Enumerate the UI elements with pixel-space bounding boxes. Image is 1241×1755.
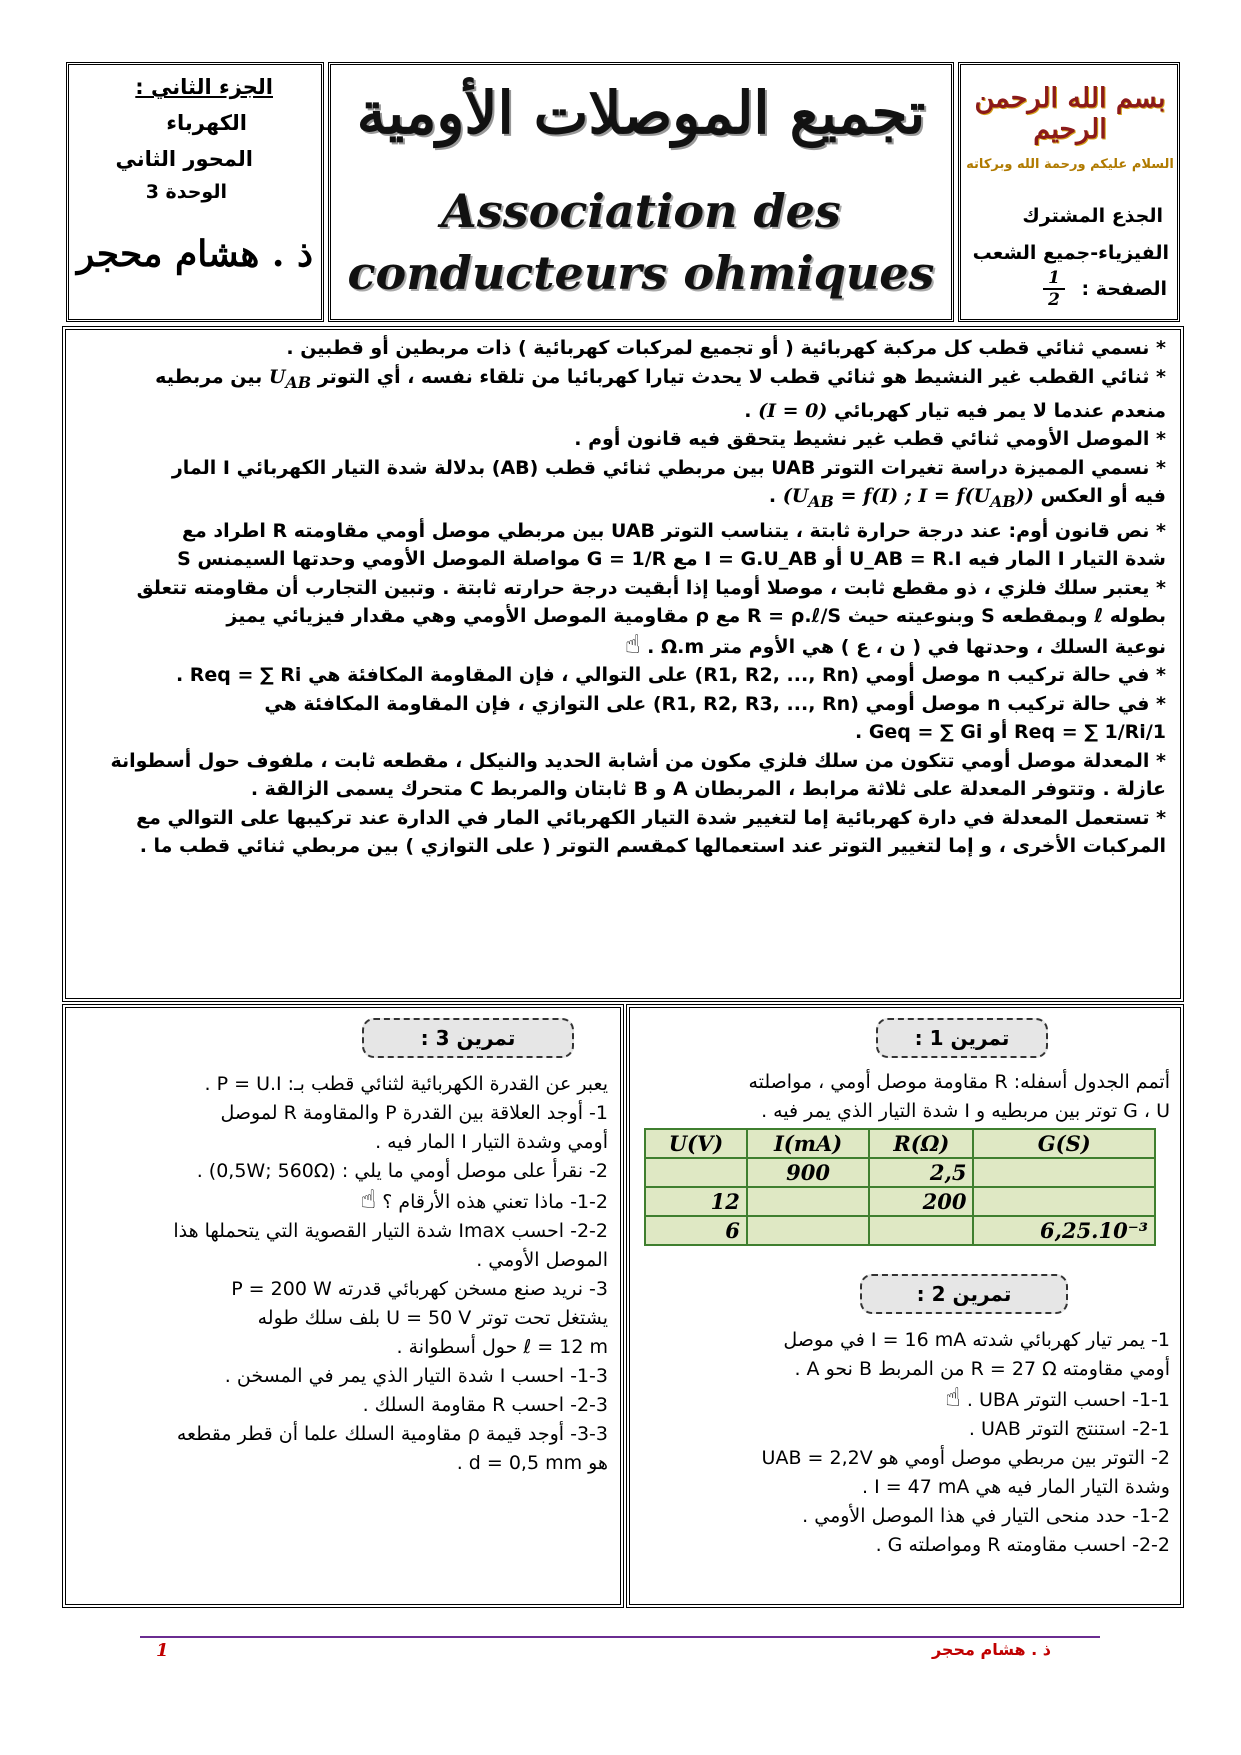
exercise-2-line: 2-2- احسب مقاومته R ومواصلته G . bbox=[875, 1534, 1170, 1556]
title-french-1: Association des bbox=[441, 184, 841, 238]
exercises-right-panel bbox=[626, 1004, 1184, 1608]
exercise-3-text: 1-2- ماذا تعني هذه الأرقام ؟ bbox=[382, 1191, 608, 1213]
exercise-2-line: 2-1- استنتج التوتر UAB . bbox=[968, 1418, 1170, 1440]
exercise-3-title: تمرين 3 : bbox=[362, 1018, 574, 1058]
i-zero: (I = 0) bbox=[758, 399, 828, 422]
summary-line bbox=[76, 631, 1166, 662]
exercise-3-line: 2-3- احسب R مقاومة السلك . bbox=[362, 1394, 608, 1416]
table-header-row bbox=[645, 1129, 1155, 1158]
table-cell bbox=[747, 1187, 869, 1216]
table-cell bbox=[869, 1216, 973, 1245]
exercise-3-line: 3- نريد صنع مسخن كهربائي قدرته P = 200 W bbox=[231, 1278, 608, 1300]
exercise-3-line bbox=[76, 1186, 608, 1217]
header-right-cell bbox=[958, 62, 1180, 322]
page-denominator: 2 bbox=[1048, 290, 1060, 310]
exercise-2-line: 1-2- حدد منحى التيار في هذا الموصل الأومي . bbox=[802, 1505, 1170, 1527]
table-row bbox=[645, 1187, 1155, 1216]
summary-text: منعدم عندما لا يمر فيه تيار كهربائي bbox=[834, 399, 1166, 422]
exercise-3-line: يعبر عن القدرة الكهربائية لثنائي قطب بـ: P = U.I . bbox=[204, 1073, 608, 1095]
exercise-3-line: 2- نقرأ على موصل أومي ما يلي : (0,5W; 560Ω) . bbox=[196, 1160, 608, 1182]
exercise-1-title: تمرين 1 : bbox=[876, 1018, 1048, 1058]
subject-label: الفيزياء-جميع الشعب bbox=[972, 242, 1169, 264]
characteristic-formula: ($U_{AB} = f(I)$ ; $I = f(U_{AB})$) bbox=[782, 485, 1034, 512]
summary-line: عازلة . وتتوفر المعدلة على ثلاثة مرابط ، المربطان A و B ثابتان والمربط C متحرك يسمى الزالقة . bbox=[250, 778, 1166, 801]
course-summary bbox=[62, 326, 1184, 1002]
summary-line bbox=[76, 363, 1166, 397]
part-label: الجزء الثاني : bbox=[135, 75, 273, 99]
salam-text: السلام عليكم ورحمة الله وبركاته bbox=[966, 157, 1174, 172]
table-cell: 900 bbox=[747, 1158, 869, 1187]
exercise-3-line: هو d = 0,5 mm . bbox=[456, 1452, 608, 1474]
exercise-3-line: 1-3- احسب I شدة التيار الذي يمر في المسخن . bbox=[224, 1365, 608, 1387]
exercise-2-line: أومي مقاومته R = 27 Ω من المربط B نحو A . bbox=[794, 1358, 1170, 1380]
hand-pointer-icon: ☝ bbox=[624, 629, 641, 660]
exercise-1-line: أتمم الجدول أسفله: R مقاومة موصل أومي ، مواصلته bbox=[748, 1071, 1170, 1093]
summary-line: المركبات الأخرى ، و إما لتغيير التوتر عند استعمالها كمقسم التوتر ( على التوازي ) بين مربطي ثنائي قطب ما . bbox=[139, 835, 1166, 858]
exercise-1-line: G ، U توتر بين مربطيه و I شدة التيار الذي يمر فيه . bbox=[761, 1100, 1170, 1122]
summary-line: بطوله ℓ وبمقطعه S وبنوعيته حيث R = ρ.ℓ/S مع ρ مقاومية الموصل الأومي وهي مقدار فيزيائي يميز bbox=[226, 605, 1166, 628]
summary-text: * ثنائي القطب غير النشيط هو ثنائي قطب لا يحدث تيارا كهربائيا من تلقاء نفسه ، أي التوتر bbox=[317, 365, 1166, 388]
domain-label: الكهرباء bbox=[166, 111, 247, 135]
bismillah-calligraphy: بسم الله الرحمن الرحيم bbox=[974, 83, 1166, 145]
title-arabic: تجميع الموصلات الأومية bbox=[356, 79, 926, 147]
exercise-2-line: 2- التوتر بين مربطي موصل أومي هو UAB = 2,2V bbox=[761, 1447, 1170, 1469]
exercise-1-body bbox=[640, 1068, 1170, 1126]
header-title-cell bbox=[328, 62, 954, 322]
exercise-3-line: الموصل الأومي . bbox=[476, 1249, 608, 1271]
exercise-3-line: أومي وشدة التيار I المار فيه . bbox=[375, 1131, 608, 1153]
table-cell: 2,5 bbox=[869, 1158, 973, 1187]
exercise-2-text: 1-1- احسب التوتر UBA . bbox=[966, 1389, 1170, 1411]
table-cell bbox=[747, 1216, 869, 1245]
summary-line: * نسمي ثنائي قطب كل مركبة كهربائية ( أو تجميع لمركبات كهربائية ) ذات مربطين أو قطبين . bbox=[286, 337, 1166, 359]
table-cell: 6 bbox=[645, 1216, 747, 1245]
table-cell: 12 bbox=[645, 1187, 747, 1216]
footer-rule bbox=[140, 1636, 1100, 1638]
table-header-cell: I(mA) bbox=[747, 1129, 869, 1158]
level-label: الجذع المشترك bbox=[1022, 205, 1163, 227]
exercise-3-line: 2-2- احسب Imax شدة التيار القصوية التي يتحملها هذا bbox=[173, 1220, 608, 1242]
exercise-2-body bbox=[636, 1326, 1170, 1560]
exercise-2-line: وشدة التيار المار فيه هي I = 47 mA . bbox=[861, 1476, 1170, 1498]
footer-page-number: 1 bbox=[156, 1640, 169, 1661]
summary-line: شدة التيار I المار فيه U_AB = R.I أو I = G.U_AB مع G = 1/R مواصلة الموصل الأومي وحدتها السيمنس S bbox=[177, 548, 1166, 571]
exercise-1-table bbox=[644, 1128, 1156, 1246]
table-header-cell: U(V) bbox=[645, 1129, 747, 1158]
summary-line: منعدم عندما لا يمر فيه تيار كهربائي (I = 0) . bbox=[76, 397, 1166, 426]
summary-line: * في حالة تركيب n موصل أومي (R1, R2, R3, ..., Rn) على التوازي ، فإن المقاومة المكافئة هي bbox=[264, 692, 1166, 715]
exercise-2-title: تمرين 2 : bbox=[860, 1274, 1068, 1314]
header-left-cell bbox=[66, 62, 324, 322]
table-header-cell: R(Ω) bbox=[869, 1129, 973, 1158]
summary-line: * تستعمل المعدلة في دارة كهربائية إما لتغيير شدة التيار الكهربائي المار في الدارة عند تركيبها على التوالي مع bbox=[136, 806, 1166, 829]
exercise-3-line: 1- أوجد العلاقة بين القدرة P والمقاومة R لموصل bbox=[220, 1102, 608, 1124]
axis-label: المحور الثاني bbox=[115, 147, 253, 171]
exercise-3-line: 3-3- أوجد قيمة ρ مقاومية السلك علما أن قطر مقطعه bbox=[176, 1423, 608, 1445]
table-cell: 200 bbox=[869, 1187, 973, 1216]
summary-line: * يعتبر سلك فلزي ، ذو مقطع ثابت ، موصلا أوميا إذا أبقيت درجة حرارته ثابتة . وتبين التجارب أن مقاومته تتعلق bbox=[136, 576, 1166, 599]
hand-pointer-icon: ☝ bbox=[945, 1383, 961, 1413]
summary-line: * نسمي المميزة دراسة تغيرات التوتر UAB بين مربطي ثنائي قطب (AB) بدلالة شدة التيار الكهربائي I المار bbox=[171, 456, 1166, 479]
footer-teacher: ذ . هشام محجر bbox=[931, 1640, 1051, 1659]
hand-pointer-icon: ☝ bbox=[360, 1185, 377, 1215]
summary-line: * الموصل الأومي ثنائي قطب غير نشيط يتحقق فيه قانون أوم . bbox=[574, 428, 1166, 451]
summary-line: * في حالة تركيب n موصل أومي (R1, R2, ..., Rn) على التوالي ، فإن المقاومة المكافئة هي Req = ∑ Ri . bbox=[175, 664, 1166, 687]
page-label: الصفحة : bbox=[1081, 278, 1167, 300]
teacher-signature: ذ . هشام محجر bbox=[76, 233, 313, 275]
page-fraction bbox=[1043, 268, 1065, 310]
summary-text: نوعية السلك ، وحدتها في ( ن ، ع ) هي الأوم متر Ω.m . bbox=[647, 635, 1166, 658]
exercise-3-line: يشتغل تحت توتر U = 50 V بلف سلك طوله bbox=[257, 1307, 608, 1329]
table-cell: 6,25.10⁻³ bbox=[973, 1216, 1155, 1245]
exercise-2-line bbox=[636, 1384, 1170, 1415]
summary-line: 1/Req = ∑ 1/Ri أو Geq = ∑ Gi . bbox=[854, 721, 1166, 744]
table-row bbox=[645, 1158, 1155, 1187]
exercises-left-panel bbox=[62, 1004, 624, 1608]
exercise-2-line: 1- يمر تيار كهربائي شدته I = 16 mA في موصل bbox=[783, 1329, 1170, 1351]
summary-line: * المعدلة موصل أومي تتكون من سلك فلزي مكون من أشابة الحديد والنيكل ، مقطعه ثابت ، ملفوف حول أسطوانة bbox=[110, 749, 1166, 772]
exercise-3-line: ℓ = 12 m حول أسطوانة . bbox=[396, 1336, 608, 1358]
uab-symbol: $U_{AB}$ bbox=[268, 365, 312, 392]
table-header-cell: G(S) bbox=[973, 1129, 1155, 1158]
table-row bbox=[645, 1216, 1155, 1245]
exercise-3-body bbox=[76, 1070, 608, 1478]
table-cell bbox=[645, 1158, 747, 1187]
summary-text: بين مربطيه bbox=[155, 365, 263, 388]
unit-label: الوحدة 3 bbox=[145, 181, 227, 203]
ohm-law-line: * نص قانون أوم: عند درجة حرارة ثابتة ، يتناسب التوتر UAB بين مربطي موصل أومي مقاومته R اطراد مع bbox=[182, 519, 1166, 542]
page-numerator: 1 bbox=[1043, 268, 1065, 290]
title-french-2: conducteurs ohmiques bbox=[347, 246, 935, 300]
table-cell bbox=[973, 1187, 1155, 1216]
summary-line: فيه أو العكس ($U_{AB} = f(I)$ ; $I = f(U_{AB})$) . bbox=[76, 482, 1166, 516]
summary-text: فيه أو العكس bbox=[1040, 485, 1166, 508]
table-cell bbox=[973, 1158, 1155, 1187]
